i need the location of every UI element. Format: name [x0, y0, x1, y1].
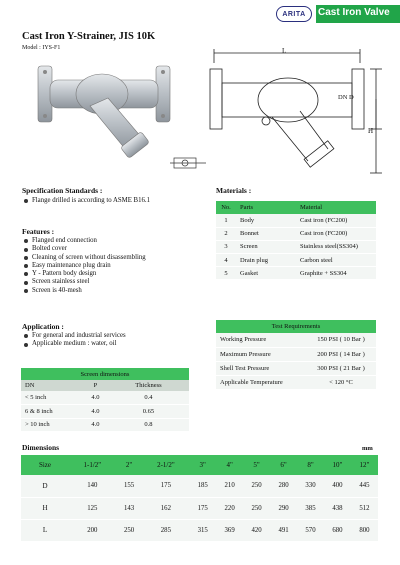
row-header: L — [21, 519, 69, 541]
table-cell: 175 — [143, 475, 190, 497]
product-model: Model : IYS-F1 — [22, 45, 61, 51]
table-cell: 491 — [270, 519, 297, 541]
row-header: D — [21, 475, 69, 497]
list-item: Easy maintenance plug drain — [22, 262, 146, 270]
column-header: 4" — [216, 455, 243, 475]
materials-heading: Materials : — [216, 186, 252, 195]
table-row — [21, 418, 189, 432]
column-header: DN — [21, 380, 83, 391]
table-row — [21, 475, 378, 497]
table-cell: Working Pressure — [216, 333, 306, 347]
product-title: Cast Iron Y-Strainer, JIS 10K — [22, 31, 156, 42]
column-header: 2-1/2" — [143, 455, 190, 475]
table-cell: > 10 inch — [21, 418, 83, 432]
table-cell: 2 — [216, 227, 236, 240]
table-cell: 3 — [216, 240, 236, 253]
table-header-row — [21, 455, 378, 475]
table-cell: 200 PSI ( 14 Bar ) — [306, 347, 376, 361]
table-cell: 315 — [189, 519, 216, 541]
test-requirements-heading: Test Requirements — [216, 320, 376, 333]
screen-dimensions-heading: Screen dimensions — [21, 368, 189, 380]
table-cell: Maximum Pressure — [216, 347, 306, 361]
table-cell: Drain plug — [236, 254, 296, 267]
screen-dimensions-table — [21, 368, 189, 432]
table-cell: 420 — [243, 519, 270, 541]
spec-list — [22, 197, 150, 205]
list-item: Screen stainless steel — [22, 278, 146, 286]
table-cell: 285 — [143, 519, 190, 541]
application-heading: Application : — [22, 322, 64, 331]
column-header: Material — [296, 201, 376, 214]
table-cell: 4.0 — [83, 405, 108, 419]
table-cell: 4.0 — [83, 418, 108, 432]
column-header: 10" — [324, 455, 351, 475]
column-header: 6" — [270, 455, 297, 475]
table-cell: 280 — [270, 475, 297, 497]
table-row — [21, 391, 189, 405]
table-header-row — [21, 368, 189, 380]
table-cell: Cast iron (FC200) — [296, 227, 376, 240]
table-cell: 5 — [216, 267, 236, 280]
table-cell: 0.65 — [108, 405, 189, 419]
table-cell: 162 — [143, 497, 190, 519]
table-cell: 0.4 — [108, 391, 189, 405]
table-cell: Screen — [236, 240, 296, 253]
technical-drawing — [200, 45, 390, 180]
dim-label-length: L — [282, 47, 287, 55]
test-requirements-table — [216, 320, 376, 390]
table-cell: Applicable Temperature — [216, 375, 306, 389]
small-detail-drawing — [170, 150, 206, 180]
table-cell: 155 — [116, 475, 143, 497]
table-cell: 330 — [297, 475, 324, 497]
product-photo — [30, 58, 178, 170]
table-cell: 6 & 8 inch — [21, 405, 83, 419]
table-cell: 300 PSI ( 21 Bar ) — [306, 361, 376, 375]
table-cell: 4 — [216, 254, 236, 267]
dimensions-table — [21, 455, 378, 542]
table-cell: Bonnet — [236, 227, 296, 240]
list-item: Y - Pattern body design — [22, 270, 146, 278]
column-header: 3" — [189, 455, 216, 475]
table-cell: Graphite + SS304 — [296, 267, 376, 280]
table-cell: 4.0 — [83, 391, 108, 405]
table-row — [216, 333, 376, 347]
list-item: For general and industrial services — [22, 332, 126, 340]
column-header: 1-1/2" — [69, 455, 116, 475]
table-row — [21, 497, 378, 519]
table-cell: 1 — [216, 214, 236, 227]
list-item: Bolted cover — [22, 245, 146, 253]
table-cell: 800 — [351, 519, 378, 541]
list-item: Flange drilled is according to ASME B16.1 — [22, 197, 150, 205]
materials-table — [216, 201, 376, 280]
column-header: P — [83, 380, 108, 391]
table-cell: 400 — [324, 475, 351, 497]
column-header: 5" — [243, 455, 270, 475]
table-cell: 175 — [189, 497, 216, 519]
table-cell: 385 — [297, 497, 324, 519]
brand-logo — [276, 6, 312, 22]
list-item: Screen is 40-mesh — [22, 287, 146, 295]
table-row — [216, 254, 376, 267]
table-cell: 369 — [216, 519, 243, 541]
column-header: Parts — [236, 201, 296, 214]
table-cell: Carbon steel — [296, 254, 376, 267]
table-cell: < 120 °C — [306, 375, 376, 389]
table-header-row — [216, 320, 376, 333]
column-header: Thickness — [108, 380, 189, 391]
list-item: Cleaning of screen without disassembling — [22, 254, 146, 262]
table-cell: 210 — [216, 475, 243, 497]
table-row — [21, 405, 189, 419]
table-cell: 250 — [243, 497, 270, 519]
table-row — [216, 227, 376, 240]
table-cell: 140 — [69, 475, 116, 497]
table-cell: 570 — [297, 519, 324, 541]
dimensions-unit: mm — [362, 445, 373, 452]
row-header: H — [21, 497, 69, 519]
table-cell: 220 — [216, 497, 243, 519]
column-header: 8" — [297, 455, 324, 475]
table-cell: 125 — [69, 497, 116, 519]
table-subheader-row — [21, 380, 189, 391]
features-list — [22, 237, 146, 295]
column-header: 2" — [116, 455, 143, 475]
table-cell: 185 — [189, 475, 216, 497]
table-header-row — [216, 201, 376, 214]
table-cell: 438 — [324, 497, 351, 519]
column-header: 12" — [351, 455, 378, 475]
table-cell: Stainless steel(SS304) — [296, 240, 376, 253]
column-header: Size — [21, 455, 69, 475]
table-row — [216, 240, 376, 253]
table-cell: 680 — [324, 519, 351, 541]
table-row — [216, 267, 376, 280]
table-cell: 512 — [351, 497, 378, 519]
dim-label-height: H — [368, 127, 374, 135]
dim-label-diameter: DN D — [338, 94, 354, 101]
table-cell: 250 — [243, 475, 270, 497]
list-item: Applicable medium : water, oil — [22, 340, 126, 348]
table-cell: 143 — [116, 497, 143, 519]
table-cell: 445 — [351, 475, 378, 497]
table-row — [216, 214, 376, 227]
category-title: Cast Iron Valve — [318, 7, 390, 18]
brand-logo-text: ARITA — [282, 10, 306, 18]
table-row — [21, 519, 378, 541]
table-row — [216, 375, 376, 389]
table-row — [216, 361, 376, 375]
table-cell: 250 — [116, 519, 143, 541]
application-list — [22, 332, 126, 349]
table-row — [216, 347, 376, 361]
spec-heading: Specification Standards : — [22, 186, 103, 195]
column-header: No. — [216, 201, 236, 214]
table-cell: < 5 inch — [21, 391, 83, 405]
table-cell: 150 PSI ( 10 Bar ) — [306, 333, 376, 347]
table-cell: Shell Test Pressure — [216, 361, 306, 375]
dimensions-heading: Dimensions — [22, 443, 60, 452]
table-cell: Body — [236, 214, 296, 227]
features-heading: Features : — [22, 227, 55, 236]
table-cell: 290 — [270, 497, 297, 519]
table-cell: Cast iron (FC200) — [296, 214, 376, 227]
table-cell: 200 — [69, 519, 116, 541]
table-cell: 0.8 — [108, 418, 189, 432]
list-item: Flanged end connection — [22, 237, 146, 245]
table-cell: Gasket — [236, 267, 296, 280]
